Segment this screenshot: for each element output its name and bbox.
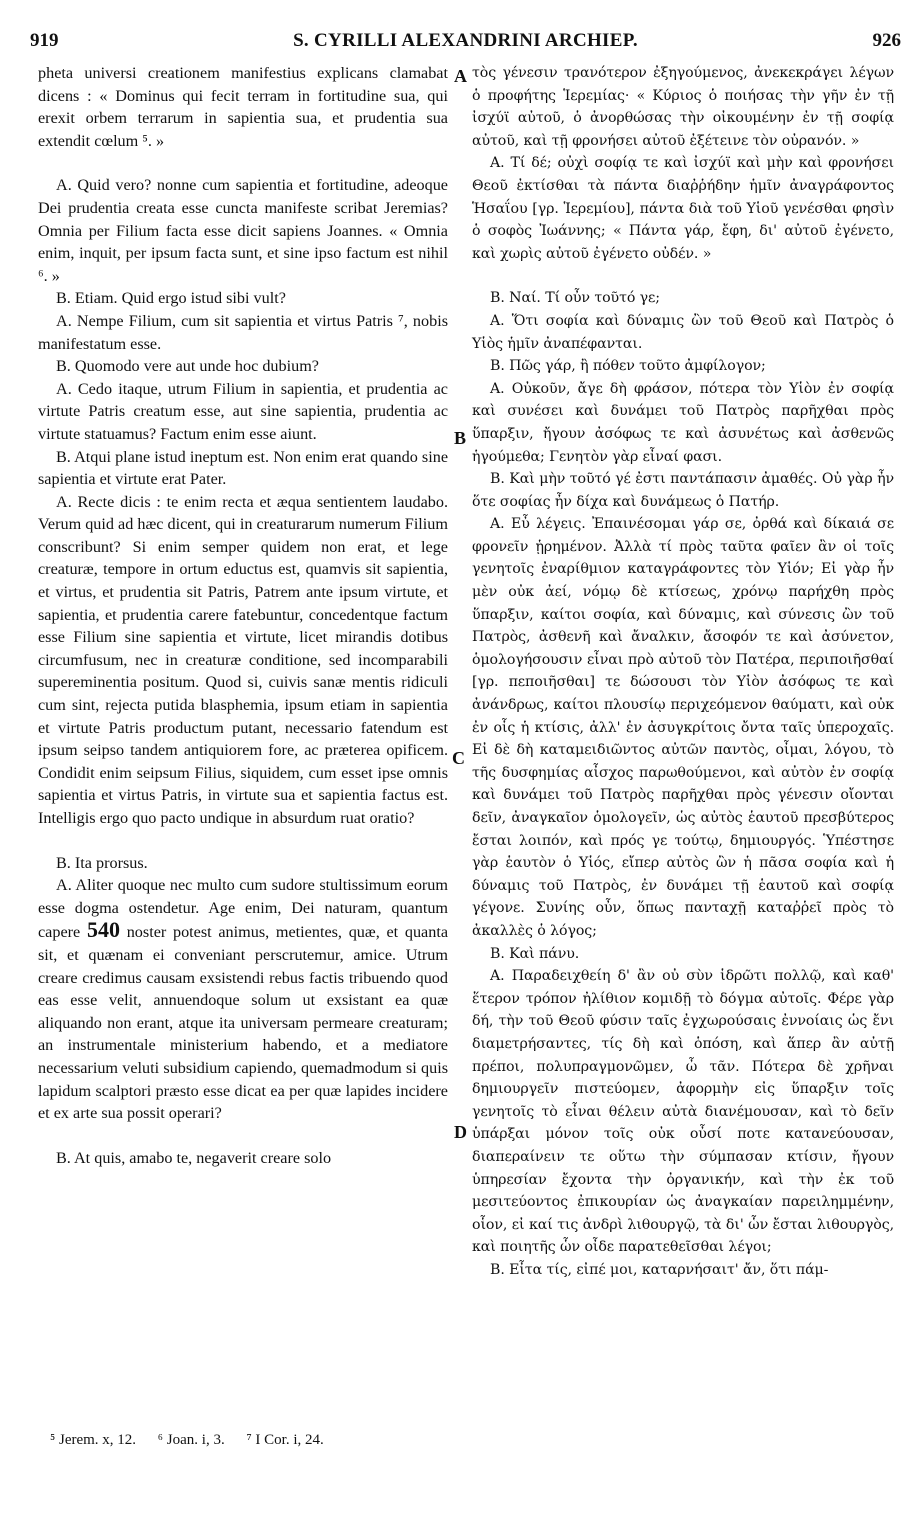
greek-paragraph: τὸς γένεσιν τρανότερον ἐξηγούμενος, ἀνεκεκράγει λέγων ὁ προφήτης Ἱερεμίας· « Κύριος ὁ ποιήσας τὴν γῆν ἐν τῇ ἰσχύϊ αὐτοῦ, ὁ ἀνορθώσας τὴν οἰκουμένην ἐν τῇ σοφίᾳ αὐτοῦ, καὶ τῇ φρονήσει αὐτοῦ ἐξέτεινε τὸν οὐρανόν. » <box>472 65 894 149</box>
greek-paragraph: Β. Πῶς γάρ, ἢ πόθεν τοῦτο ἀμφίλογον; <box>490 358 766 375</box>
latin-paragraph: A. Cedo itaque, utrum Filium in sapientia, et prudentia ac virtute Patris creatum esse, aut sine sapientia, prudentia ac virtute statuamus? Factum enim esse aiunt. <box>38 379 448 443</box>
latin-paragraph: pheta universi creationem manifestius explicans clamabat dicens : « Dominus qui fecit terram in fortitudine sua, qui erexit orbem terrarum in sapientia sua, et prudentia sua extendit cœlum ⁵. » <box>38 64 448 150</box>
footnotes <box>50 1432 550 1449</box>
margin-letter-d: D <box>454 1122 467 1142</box>
greek-column <box>472 62 894 1281</box>
latin-paragraph: B. Ita prorsus. <box>56 853 148 872</box>
margin-letter-b: B <box>454 428 467 448</box>
greek-paragraph: Α. Εὖ λέγεις. Ἐπαινέσομαι γάρ σε, ὀρθά καὶ δίκαιά σε φρονεῖν ᾑρημένον. Ἀλλὰ τί πρὸς ταῦτα φαῖεν ἂν οἱ τοῖς γενητοῖς ἐναρίθμιον καταγράφοντες τὸν Υἱόν; Εἰ γὰρ ἦν μὲν οὐκ ἀεί, νόμῳ δὲ κτίσεως, χρόνῳ παρήχθη πρὸς ὕπαρξιν, καίτοι σοφία, καὶ δύναμις, καὶ σύνεσις ὢν τοῦ Πατρὸς, ἀσθενῆ καὶ ἄναλκιν, ἄσοφόν τε καὶ ἀσύνετον, ὁμολογήσουσιν εἶναι πρὸ αὐτοῦ τὸν Πατέρα, περιποιῆσθαί [γρ. πεποιῆσθαι] τε δώσουσι τὸν Υἱὸν ἀσόφως τε καὶ ἀνάνδρως, καίτοι πλουσίῳ περιχεόμενον θαύματι, καὶ οὐκ ἐν οἷς ἡ κτίσις, ἀλλ' ἐν ἀσυγκρίτοις ὄντα ταῖς ὑπεροχαῖς. Εἰ δὲ δὴ καταμειδιῶντος αὐτῶν παντὸς, οἶμαι, λόγου, τὸ τῆς δυσφημίας αἶσχος παρωθούμενοι, καὶ αὐτὸν ἐν σοφίᾳ καὶ δυνάμει τοῦ Πατρὸς παρῆχθαι πρὸς γένεσιν οἴονται δεῖν, ἀναγκαῖον ὁμολογεῖν, ὡς αὐτὸς ἑαυτοῦ πρεσβύτερος ἔσται λοιπόν, καὶ πρός γε τούτῳ, δημιουργός. Ὑπέστησε γὰρ ἑαυτὸν ὁ Υἱός, εἴπερ αὐτὸς ὢν ἡ πᾶσα σοφία καὶ ἡ δύναμις τοῦ Πατρὸς, ἐν δυνάμει τῇ ἑαυτοῦ καὶ σοφίᾳ γέγονε. Συνίης οὖν, ὅπως πανταχῇ καταῤῥεῖ πρὸς τὸ ἀκαλλὲς ὁ λόγος; <box>472 516 894 939</box>
latin-column <box>38 62 448 1169</box>
greek-paragraph: Β. Καὶ μὴν τοῦτό γέ ἐστι παντάπασιν ἀμαθές. Οὐ γὰρ ἦν ὅτε σοφίας ἦν δίχα καὶ δυνάμεως ὁ Πατήρ. <box>472 471 894 510</box>
greek-paragraph: Α. Οὐκοῦν, ἄγε δὴ φράσον, πότερα τὸν Υἱὸν ἐν σοφίᾳ καὶ συνέσει καὶ δυνάμει τοῦ Πατρὸς παρῆχθαι πρὸς ὕπαρξιν, ἤγουν ἀσόφως τε καὶ ἀσυνέτως καὶ ἀσθενῶς ἡγούμεθα; Γενητὸν γὰρ εἶναί φασι. <box>472 380 894 465</box>
margin-letter-c: C <box>452 748 465 768</box>
footnote: ⁵ Jerem. x, 12. <box>50 1432 137 1448</box>
footnote: ⁷ I Cor. i, 24. <box>246 1432 324 1448</box>
latin-paragraph: A. Nempe Filium, cum sit sapientia et virtus Patris ⁷, nobis manifestatum esse. <box>38 311 448 353</box>
margin-letter-a: A <box>454 66 467 86</box>
latin-paragraph: B. Quomodo vere aut unde hoc dubium? <box>56 357 319 376</box>
greek-paragraph: Α. Ὅτι σοφία καὶ δύναμις ὢν τοῦ Θεοῦ καὶ Πατρὸς ὁ Υἱὸς ἡμῖν ἀναπέφανται. <box>472 312 894 352</box>
running-title: S. CYRILLI ALEXANDRINI ARCHIEP. <box>293 30 638 51</box>
page-header <box>30 30 901 60</box>
latin-paragraph: B. Atqui plane istud ineptum est. Non enim erat quando sine sapientia et virtute erat Pater. <box>38 447 448 489</box>
greek-paragraph: Α. Τί δέ; οὐχὶ σοφίᾳ τε καὶ ἰσχύϊ καὶ μὴν καὶ φρονήσει Θεοῦ ἐκτίσθαι τὰ πάντα διαῤῥήδην ἡμῖν ἀναγράφοντος Ἡσαΐου [γρ. Ἱερεμίου], πάντα διὰ τοῦ Υἱοῦ γενέσθαι φησὶν ὁ σοφὸς Ἰωάννης; « Πάντα γάρ, ἔφη, δι' αὐτοῦ ἐγένετο, καὶ χωρὶς αὐτοῦ ἐγένετο οὐδέν. » <box>472 155 894 262</box>
latin-paragraph: A. Recte dicis : te enim recta et æqua sentientem laudabo. Verum quid ad hæc dicent, qui in creaturarum numerum Filium conscribunt? Si enim semper quidem non erat, et lege creaturæ, tempore in ortum eductus est, quamvis sit sapientia, et virtus, et prudentia sit Patris, Patrem ante ipsum virtute, et sapientia, et prudentia carere fatebuntur, concedentque factum esse Filium sine sapientia et virtute, licet mirandis dotibus circumfusum, nec in creaturæ conditione, sed incomparabili supereminentia positum. Quod si, cuivis sanæ mentis ridiculi cum sint, rejecta putida blasphemia, ipsum etiam in sapientia et virtute Patris productum putant, necessario fatendum est ipsum seipso tandem antiquiorem fore, ac præterea opificem. Condidit enim seipsum Filius, siquidem, cum esset ipse omnis sapientia et virtus Patris, in virtute sua et sapientia factus est. Intelligis ergo quo pacto undique in absurdum ruat oratio? <box>38 492 448 827</box>
latin-text: noster potest animus, metientes, quæ, et quanta sit, et quænam ei conveniant perscrutemur, amice. Utrum creare credimus causam exsistendi rebus factis tribuendo quod eas esse velit, annuendoque solum ut exsistant ea quæ aliquando non erant, atque ita universam permeare creaturam; an instrumentale ministerium habendo, et a mediatore necessarium veluti subsidium capiendo, quemadmodum si quis lapidum scalptori præsto esse dicat ea per quæ lapides incidere et ex arte sua possit operari? <box>38 923 449 1123</box>
footnote: ⁶ Joan. i, 3. <box>157 1432 225 1448</box>
greek-paragraph: Α. Παραδειχθείη δ' ἂν οὐ σὺν ἱδρῶτι πολλῷ, καὶ καθ' ἕτερον τρόπον ἠλίθιον κομιδῇ τὸ δόγμα αὐτοῖς. Φέρε γὰρ δή, τὴν τοῦ Θεοῦ φύσιν ταῖς ἐγχωρούσαις ἐννοίαις ὡς ἔνι διαμετρήσαντες, τίς δὴ καὶ ὁπόση, καὶ ἅπερ ἂν αὐτῇ πρέποι, πολυπραγμονῶμεν, ὦ τᾶν. Πότερα δὲ χρῆναι δημιουργεῖν πιστεύομεν, ἀφορμὴν εἰς ὕπαρξιν τοῖς γενητοῖς τὸ εἶναι θέλειν αὐτὰ διανέμουσαν, καὶ τὸ δεῖν ὑπάρξαι μόνον τοῖς οὐκ οὖσί ποτε κατανεύουσαν, διαπεραίνειν τε οὕτω τὴν σύμπασαν κτίσιν, ἤγουν ὑπηρεσίαν ἔχοντα τὴν ὀργανικήν, καὶ τὴν ἐκ τοῦ μεσιτεύοντος ἐπικουρίαν ὡς ἀναγκαίαν παρειλημμένην, οἷον, εἰ καί τις ἀνδρὶ λιθουργῷ, τὰ δι' ὧν ἔσται λιθουργὸς, καὶ ποιητῆς ὧν οἶδε παρατεθεῖσθαι λέγοι; <box>472 968 894 1256</box>
greek-paragraph: Β. Ναί. Τί οὖν τοῦτό γε; <box>490 290 660 307</box>
greek-paragraph: Β. Εἶτα τίς, εἰπέ μοι, καταρνήσαιτ' ἄν, ὅτι πάμ- <box>490 1261 829 1278</box>
latin-text: A. Aliter quoque nec multo cum sudore stultissimum eorum esse dogma ostendetur. Age enim, Dei naturam, quantum capere <box>38 876 448 942</box>
latin-paragraph <box>38 874 448 1125</box>
latin-paragraph: B. At quis, amabo te, negaverit creare solo <box>56 1148 332 1167</box>
page-number-left: 919 <box>30 30 59 51</box>
latin-paragraph: B. Etiam. Quid ergo istud sibi vult? <box>56 289 286 308</box>
greek-paragraph: Β. Καὶ πάνυ. <box>490 945 580 962</box>
inline-page-number: 540 <box>86 917 120 943</box>
page-number-right: 926 <box>872 30 901 51</box>
latin-paragraph: A. Quid vero? nonne cum sapientia et fortitudine, adeoque Dei prudentia creata esse cuncta manifeste scribat Jeremias? Omnia per Filium facta esse dicit sapiens Joannes. « Omnia enim, inquit, per ipsum facta sunt, et sine ipso factum est nihil ⁶. » <box>38 176 448 285</box>
